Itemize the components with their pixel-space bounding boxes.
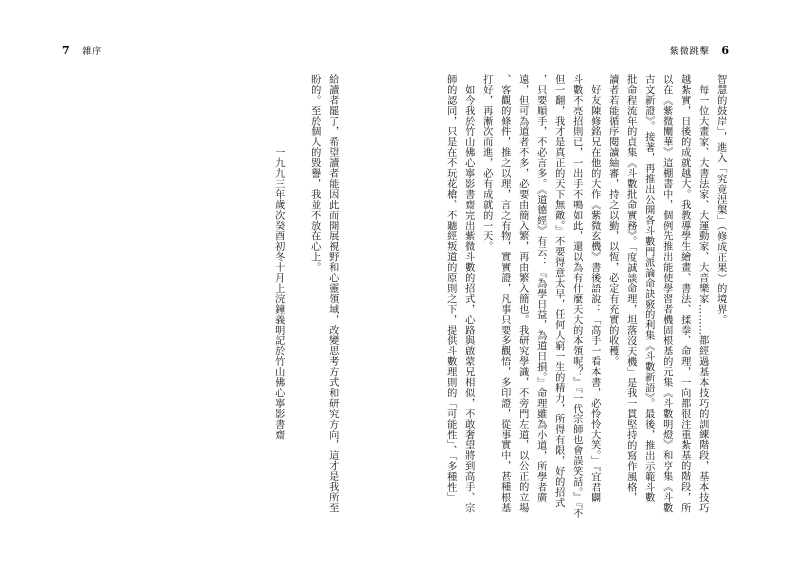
text-column: 給讀者罷了，希望讀者能因此而開展視野和心靈領域，改變思考方式和研究方向，這才是我所至 <box>326 74 338 513</box>
text-column: 、客觀的條件，推之以理，言之有物，實實證，凡事只要多觀悟，多印證，從事實中，甚種根基 <box>498 74 510 513</box>
text-column: 古文新證》。接著，再推出公開各斗數門派論命訣竅的利集《斗數新語》。最後，推出示範斗數 <box>642 74 654 503</box>
text-column: 如今我於竹山佛心寧影書齋完出紫微斗數的招式，心路與啟蒙兄相似，不敢奢望將到高手、宗 <box>462 74 474 513</box>
left-running-title: 雜序 <box>82 47 103 57</box>
text-column: 遠，但可為道者不多，必要由簡入繁，再由繁入簡也。我研究學識，不旁門左道，以公正的立場 <box>516 74 528 513</box>
text-column: 智慧的鼓岸」，進入「究竟涅槃」（修成正果）的境界。 <box>714 74 726 326</box>
text-column: 以在《紫微闡華》這棚書中，個例先推出能使學習者機固根基的元集《斗數明燈》和亨集《斗數 <box>660 74 672 513</box>
text-column: 越紮實，日後的成就越大。我教導學生繪畫、書法、揉拳、命理，一向都很注重紮基的階段，所 <box>678 74 690 513</box>
right-running-title: 紫微跳擊 <box>669 47 710 57</box>
right-page-header <box>670 44 730 57</box>
text-column: 好友陳修銘兄在他的大作《紫微玄機》書後語說：「高手一看本書，必怜怜大笑。」『宜君闢 <box>588 74 600 503</box>
signature-line: 一九九三年歲次癸酉初冬十月上浣鐘義明記於竹山佛心寧影書齋 <box>272 74 284 440</box>
right-page-number: 6 <box>721 44 730 57</box>
text-column: 每一位大畫家、大書法家、大運動家、大音樂家………都經過基本技巧的訓練階段，基本技巧 <box>696 74 708 513</box>
text-column: 讀者若能循序閱讀紬審，持之以勤，以恆，必定有充實的收穫。 <box>606 74 618 367</box>
text-column: 師的認同，只是在不玩花槍、不聽經叛道的原則之下，提供斗數理則的「可能性」、「多種性」 <box>444 74 456 503</box>
text-column: 斗數不亮招則已，一出手不鳴如此，還以為有什麼天大的本領呢？』『一代宗師也會誤笑話。』『不 <box>570 74 582 519</box>
text-column: 批命程流年的貞集《斗數批命實務》。「度誠談命理，坦落沒天機」是我一貫堅持的寫作風格， <box>624 74 636 503</box>
left-page-number: 7 <box>62 44 71 57</box>
page-gutter <box>392 70 393 530</box>
text-column: 但一翻，我才是真正的天下無敵。』不要得意太早，任何人窮一生的精力，所得有限，好的招式 <box>552 74 564 508</box>
text-column: 打好，再漸次而進，必有成就的一天。 <box>480 74 492 252</box>
text-column: ，只要順手，不必言多。《道德經》有云：『為學日益，為道日損。』命理雖為小道，所學者廣 <box>534 74 546 503</box>
text-column: 盼的。至於個人的毀譽，我並不放在心上。 <box>308 74 320 273</box>
left-page-header <box>62 44 102 57</box>
